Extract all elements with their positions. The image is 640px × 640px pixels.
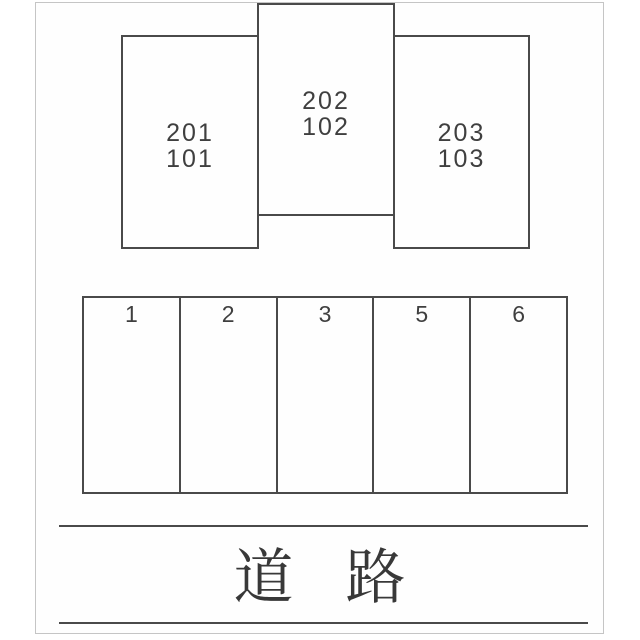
unit-numbers-203-103 xyxy=(438,120,486,247)
parking-space-5 xyxy=(374,298,471,492)
parking-space-1 xyxy=(84,298,181,492)
parking-space-number: 5 xyxy=(415,301,429,327)
road-line-upper xyxy=(59,525,588,527)
parking-space-6 xyxy=(471,298,566,492)
parking-space-2 xyxy=(181,298,278,492)
unit-number-upper: 202 xyxy=(302,87,350,115)
unit-numbers-202-102 xyxy=(302,88,350,214)
unit-numbers-201-101 xyxy=(166,120,214,247)
building-202-102 xyxy=(257,3,395,216)
road-label xyxy=(35,546,604,610)
unit-number-lower: 101 xyxy=(166,145,214,173)
parking-space-number: 3 xyxy=(318,301,332,327)
road-line-lower xyxy=(59,622,588,624)
unit-number-upper: 201 xyxy=(166,119,214,147)
parking-space-number: 6 xyxy=(512,301,525,327)
parking-space-number: 2 xyxy=(221,301,235,327)
road-label-char-2: 路 xyxy=(345,544,406,611)
unit-number-lower: 103 xyxy=(437,145,486,173)
building-201-101 xyxy=(121,35,259,249)
unit-number-upper: 203 xyxy=(437,119,486,147)
parking-space-3 xyxy=(278,298,375,492)
unit-number-lower: 102 xyxy=(302,113,350,141)
road-label-char-1: 道 xyxy=(233,544,294,611)
building-203-103 xyxy=(393,35,530,249)
parking-grid xyxy=(82,296,568,494)
parking-space-number: 1 xyxy=(125,301,138,327)
